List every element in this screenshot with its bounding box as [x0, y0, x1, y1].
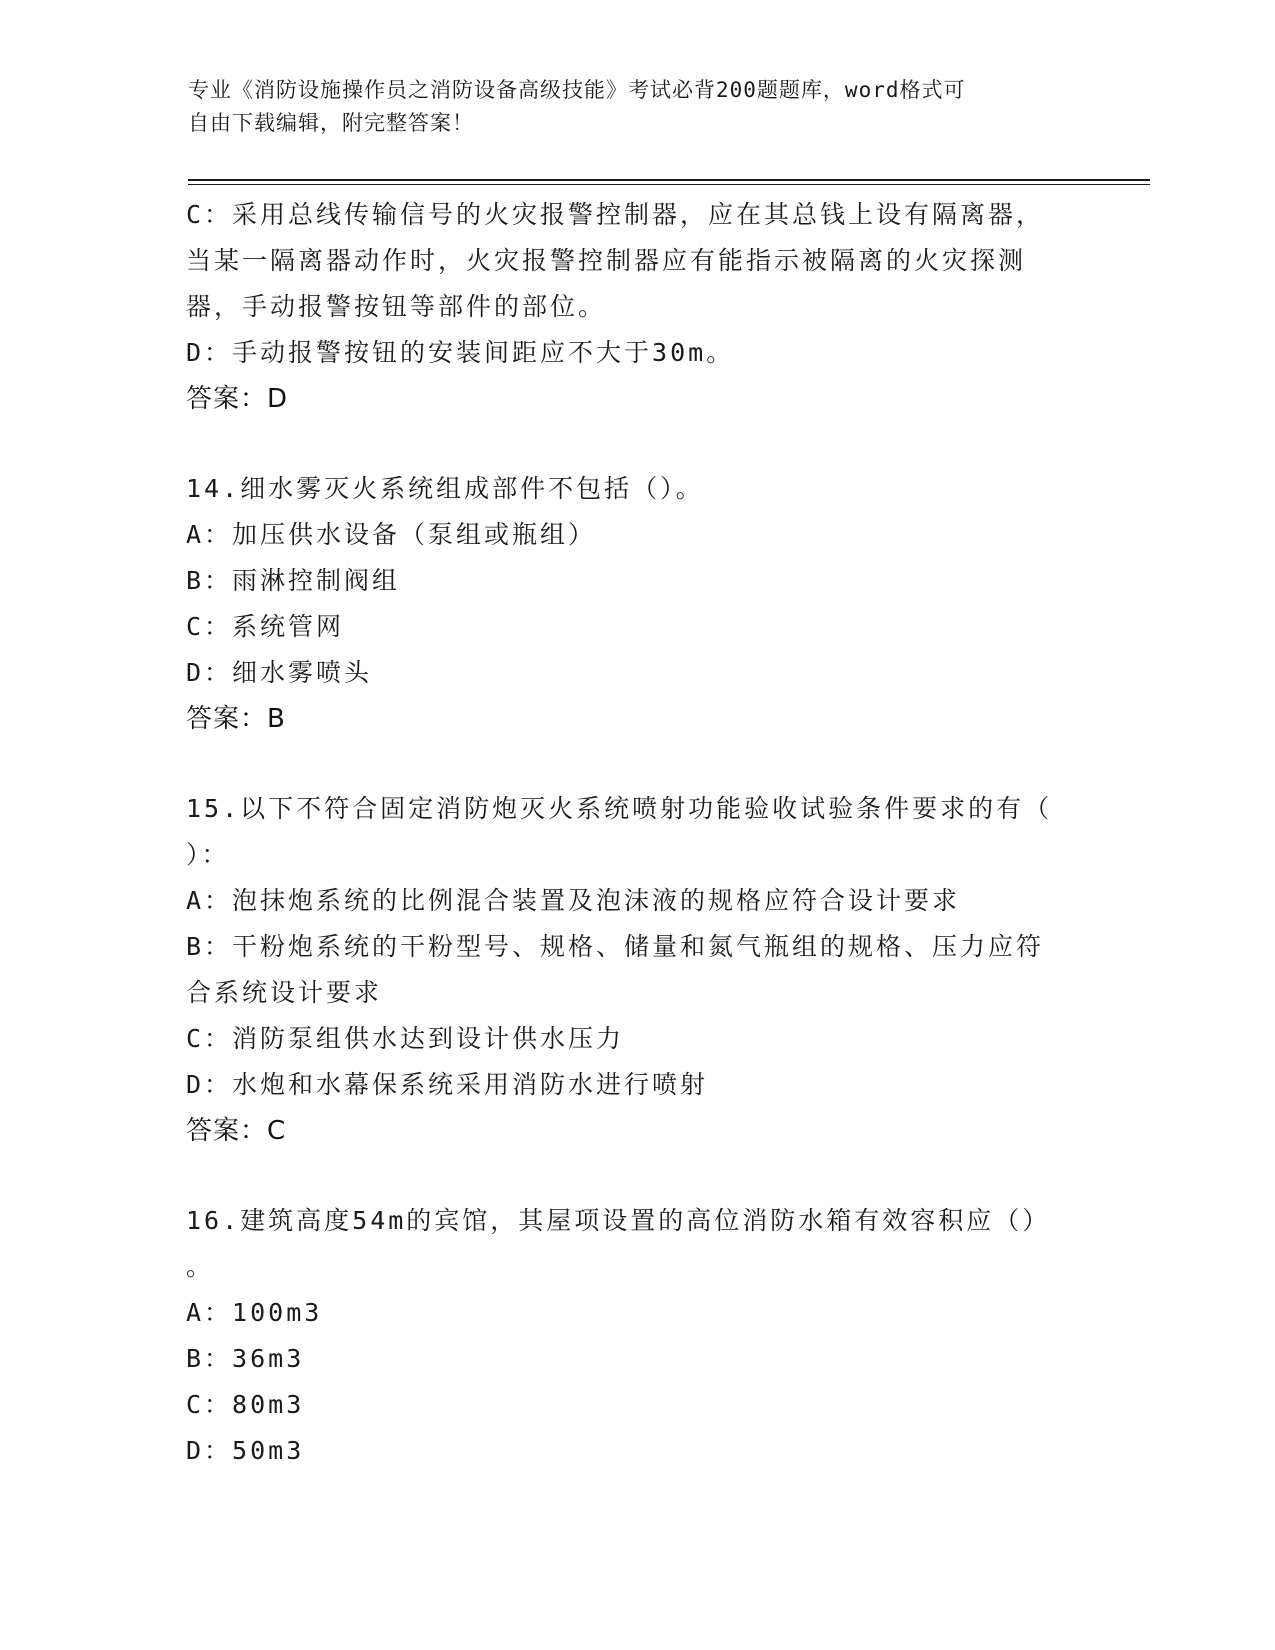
question-stem-line-1: 16.建筑高度54m的宾馆，其屋项设置的高位消防水箱有效容积应（）	[186, 1206, 1051, 1235]
question-stem: 14.细水雾灭火系统组成部件不包括（）。	[186, 474, 704, 503]
option-b-line-2: 合系统设计要求	[186, 978, 383, 1007]
option-d: D：水炮和水幕保系统采用消防水进行喷射	[186, 1070, 709, 1099]
question-stem-line-2: ）：	[186, 840, 230, 869]
option-d: D：50m3	[186, 1436, 305, 1465]
option-b-line-1: B：干粉炮系统的干粉型号、规格、储量和氮气瓶组的规格、压力应符	[186, 932, 1045, 961]
question-13-continued	[186, 192, 1086, 422]
option-c: C：消防泵组供水达到设计供水压力	[186, 1024, 625, 1053]
question-content	[186, 192, 1086, 1474]
option-b: B：36m3	[186, 1344, 305, 1373]
answer-label: 答案：D	[186, 384, 289, 414]
question-14	[186, 466, 1086, 742]
question-16	[186, 1198, 1086, 1474]
option-c-line-3: 器，手动报警按钮等部件的部位。	[186, 292, 607, 321]
option-b: B：雨淋控制阀组	[186, 566, 401, 595]
header-title-line-2: 自由下载编辑，附完整答案！	[188, 111, 474, 135]
option-c: C：系统管网	[186, 612, 345, 641]
option-c-line-1: C：采用总线传输信号的火灾报警控制器，应在其总钱上设有隔离器，	[186, 200, 1045, 229]
answer-label: 答案：C	[186, 1116, 287, 1146]
option-d: D：细水雾喷头	[186, 658, 373, 687]
option-d: D：手动报警按钮的安装间距应不大于30m。	[186, 338, 735, 367]
answer-label: 答案：B	[186, 704, 286, 734]
question-15	[186, 786, 1086, 1154]
option-c-line-2: 当某一隔离器动作时，火灾报警控制器应有能指示被隔离的火灾探测	[186, 246, 1027, 275]
question-stem-line-1: 15.以下不符合固定消防炮灭火系统喷射功能验收试验条件要求的有（	[186, 794, 1053, 823]
option-c: C：80m3	[186, 1390, 305, 1419]
option-a: A：泡抹炮系统的比例混合装置及泡沫液的规格应符合设计要求	[186, 886, 961, 915]
question-stem-line-2: 。	[186, 1252, 215, 1281]
header-divider-thick	[188, 179, 1150, 181]
header-divider-thin	[188, 184, 1150, 185]
option-a: A：100m3	[186, 1298, 323, 1327]
document-header	[188, 74, 1068, 140]
header-title-line-1: 专业《消防设施操作员之消防设备高级技能》考试必背200题题库，word格式可	[188, 78, 966, 102]
option-a: A：加压供水设备（泵组或瓶组）	[186, 520, 597, 549]
